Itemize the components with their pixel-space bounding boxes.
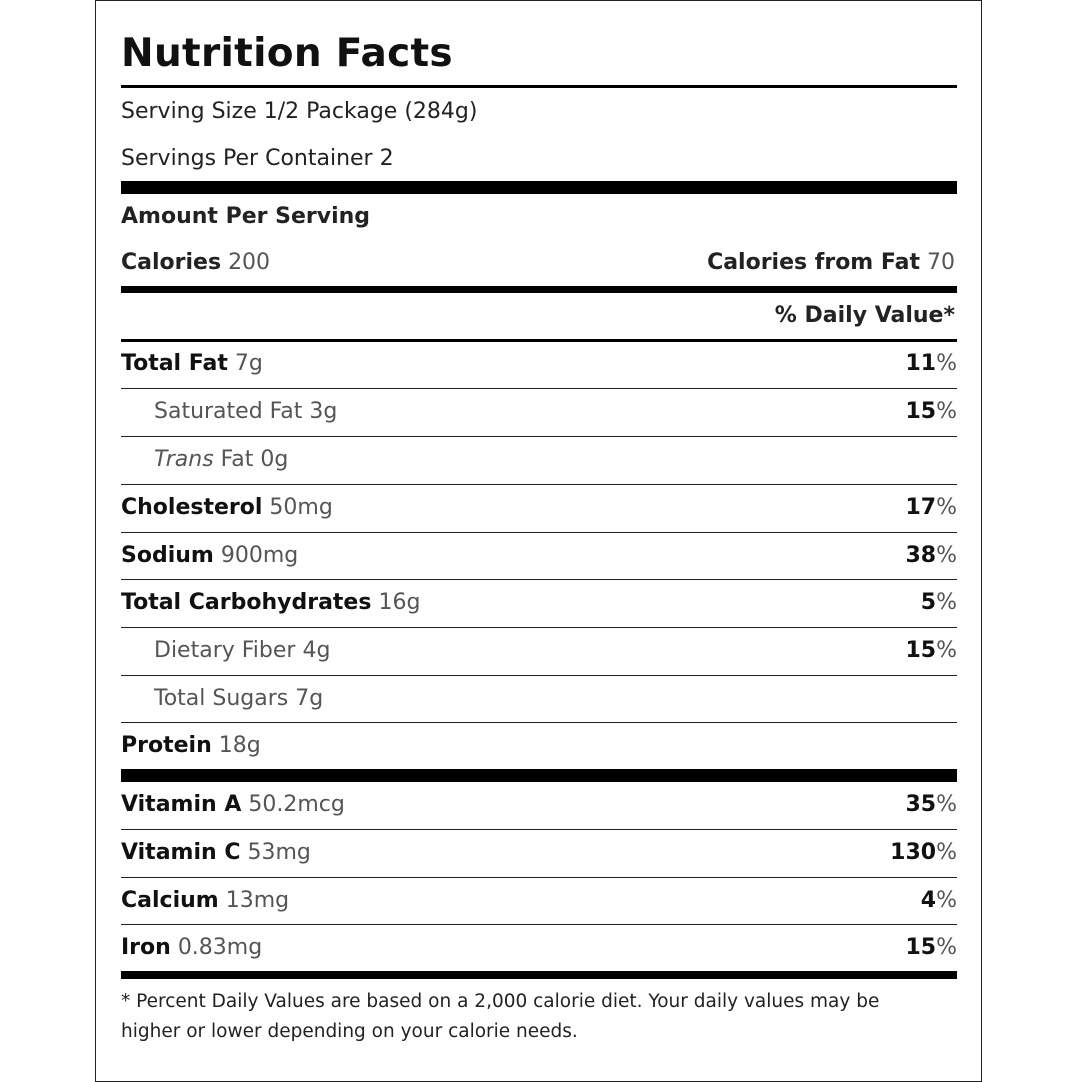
vitamin-dv: 4 <box>920 888 937 913</box>
nutrient-name: Dietary Fiber <box>154 638 296 663</box>
nutrient-dv: 5 <box>920 590 937 615</box>
vitamin-amount: 0.83mg <box>177 935 263 960</box>
serving-size: Serving Size 1/2 Package (284g) <box>121 99 478 124</box>
calories-line <box>121 250 270 275</box>
vitamin-name: Vitamin A <box>121 792 242 817</box>
nutrient-amount: 16g <box>378 590 421 615</box>
nutrient-amount: 50mg <box>269 495 333 520</box>
thick-rule-top <box>121 181 957 194</box>
vitamin-row-calcium: Calcium 13mg 4% <box>121 877 957 924</box>
vitamin-name: Calcium <box>121 888 219 913</box>
vitamin-amount: 53mg <box>247 840 311 865</box>
nutrition-label <box>95 0 982 1082</box>
nutrient-amount: 7g <box>295 686 324 711</box>
vitamin-dv: 130 <box>890 840 937 865</box>
title-rule <box>121 85 957 88</box>
nutrient-row-protein <box>121 722 957 769</box>
nutrient-row-sodium: Sodium 900mg 38% <box>121 532 957 579</box>
nutrient-row-total-carbohydrates: Total Carbohydrates 16g 5% <box>121 579 957 626</box>
nutrient-name: Cholesterol <box>121 495 263 520</box>
nutrient-name-italic: Trans <box>154 447 214 472</box>
nutrient-row-dietary-fiber: Dietary Fiber 4g 15% <box>121 627 957 674</box>
nutrient-dv: 38 <box>905 543 937 568</box>
medium-rule <box>121 286 957 293</box>
nutrient-dv: 15 <box>905 399 937 424</box>
nutrient-name: Fat <box>220 447 254 472</box>
nutrient-dv: 11 <box>905 351 937 376</box>
amount-per-serving: Amount Per Serving <box>121 204 371 229</box>
vitamin-row-vitamin-c: Vitamin C 53mg 130% <box>121 829 957 876</box>
vitamin-dv: 15 <box>905 935 937 960</box>
nutrient-name: Protein <box>121 733 212 758</box>
thick-rule-bottom <box>121 971 957 979</box>
vitamin-name: Iron <box>121 935 171 960</box>
thick-rule-vitamins <box>121 769 957 782</box>
servings-per-container: Servings Per Container 2 <box>121 146 394 171</box>
nutrient-name: Saturated Fat <box>154 399 303 424</box>
nutrient-row-trans-fat <box>121 436 957 483</box>
calories-from-fat-line <box>707 250 955 275</box>
label-title: Nutrition Facts <box>121 31 453 76</box>
nutrient-dv: 15 <box>905 638 937 663</box>
footnote: * Percent Daily Values are based on a 2,000 calorie diet. Your daily values may be higher or lower depending on your calorie needs. <box>121 991 880 1042</box>
nutrient-amount: 7g <box>234 351 263 376</box>
nutrient-name: Total Sugars <box>154 686 289 711</box>
calories-from-fat-label: Calories from Fat <box>707 250 920 275</box>
vitamin-dv: 35 <box>905 792 937 817</box>
nutrient-amount: 18g <box>218 733 261 758</box>
vitamin-amount: 50.2mcg <box>248 792 345 817</box>
vitamin-name: Vitamin C <box>121 840 241 865</box>
nutrient-row-cholesterol: Cholesterol 50mg 17% <box>121 484 957 531</box>
nutrient-row-total-fat: Total Fat 7g 11% <box>121 351 957 376</box>
vitamin-row-iron: Iron 0.83mg 15% <box>121 924 957 971</box>
calories-label: Calories <box>121 250 222 275</box>
nutrient-amount: 4g <box>302 638 331 663</box>
nutrient-dv: 17 <box>905 495 937 520</box>
nutrient-row-total-sugars <box>121 675 957 722</box>
calories-from-fat-value: 70 <box>927 250 955 275</box>
vitamin-row-vitamin-a: Vitamin A 50.2mcg 35% <box>121 792 957 817</box>
nutrient-name: Total Fat <box>121 351 228 376</box>
nutrient-name: Sodium <box>121 543 214 568</box>
nutrient-name: Total Carbohydrates <box>121 590 372 615</box>
nutrient-row-saturated-fat: Saturated Fat 3g 15% <box>121 388 957 435</box>
calories-value: 200 <box>228 250 271 275</box>
nutrient-amount: 0g <box>260 447 289 472</box>
daily-value-header: % Daily Value* <box>774 303 955 328</box>
vitamin-amount: 13mg <box>225 888 290 913</box>
nutrient-amount: 3g <box>309 399 338 424</box>
nutrient-amount: 900mg <box>220 543 299 568</box>
